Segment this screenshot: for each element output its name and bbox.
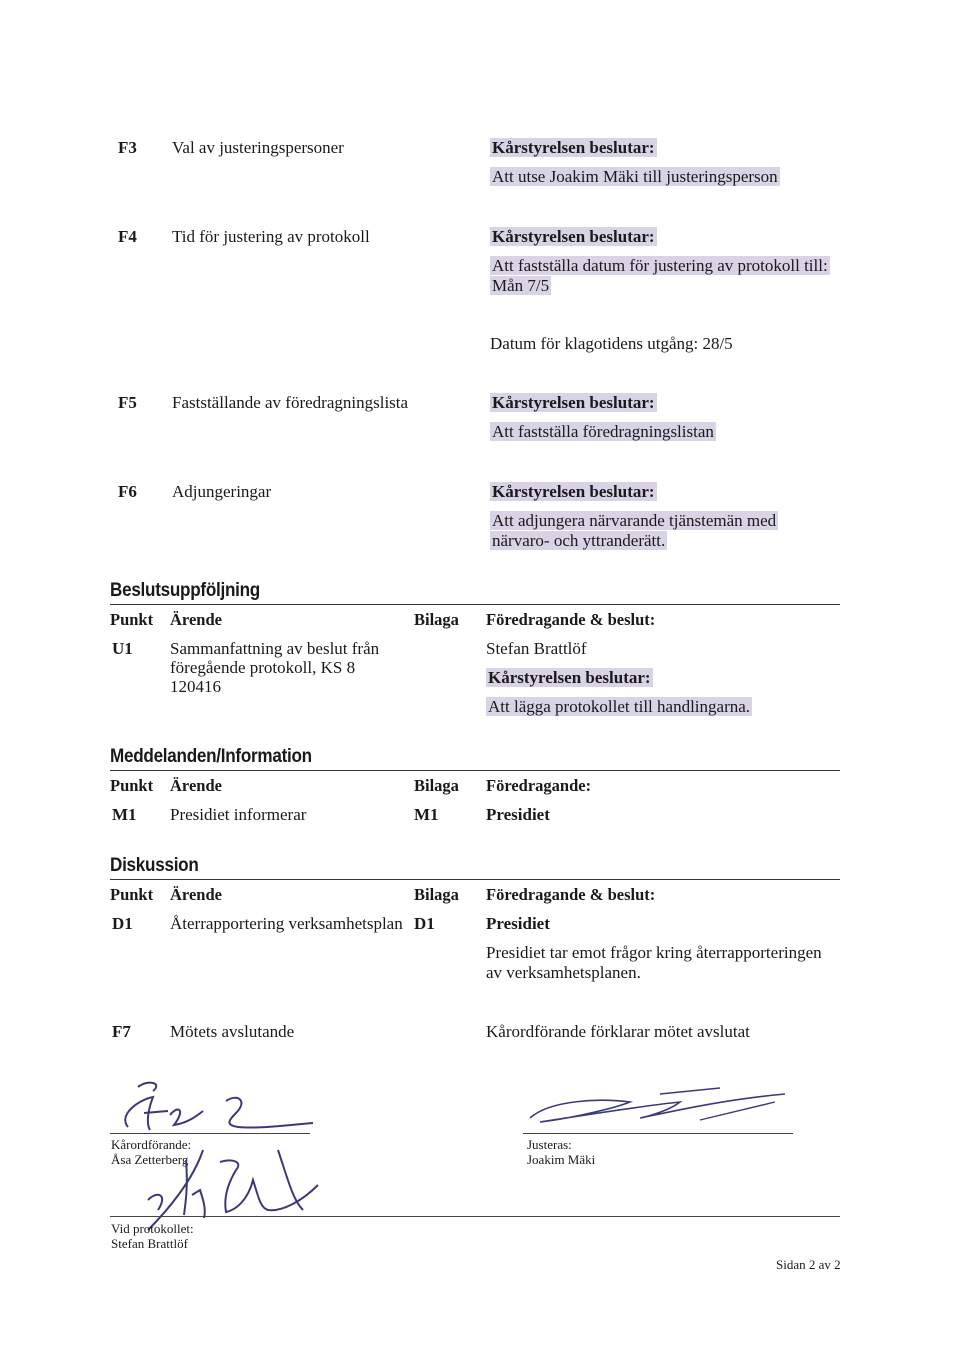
header-foredragande: Föredragande & beslut: — [486, 885, 656, 904]
row-bilaga-m1: M1 — [414, 805, 439, 824]
decision-f3: Att utse Joakim Mäki till justeringsperson — [492, 167, 778, 186]
decision-f5: Att fastställa föredragningslistan — [492, 422, 714, 441]
section-rule-meddelanden — [110, 770, 840, 771]
secretary-role: Vid protokollet: — [111, 1221, 194, 1236]
item-code-f7: F7 — [112, 1022, 131, 1041]
signature-chair — [108, 1075, 328, 1140]
decision-f6-line1: Att adjungera närvarande tjänstemän med — [492, 511, 777, 530]
row-note-d1-line2: av verksamhetsplanen. — [486, 963, 641, 982]
secretary-signature-block — [111, 1221, 194, 1251]
header-foredragande: Föredragande & beslut: — [486, 610, 656, 629]
row-punkt-m1: M1 — [112, 805, 137, 824]
section-rule-beslut — [110, 604, 840, 605]
header-arende: Ärende — [170, 885, 222, 904]
chair-role: Kårordförande: — [111, 1137, 192, 1152]
signature-line-chair — [110, 1133, 310, 1134]
row-arende-m1: Presidiet informerar — [170, 805, 307, 824]
header-bilaga: Bilaga — [414, 610, 459, 629]
header-arende: Ärende — [170, 776, 222, 795]
decision-label-f5: Kårstyrelsen beslutar: — [492, 393, 655, 412]
decision-f4-line1: Att fastställa datum för justering av protokoll till: — [492, 256, 828, 275]
row-presenter-d1: Presidiet — [486, 914, 550, 933]
row-arende-u1 — [170, 639, 379, 696]
section-title-diskussion: Diskussion — [110, 855, 199, 876]
decision-label-u1: Kårstyrelsen beslutar: — [488, 668, 651, 687]
row-arende-u1-line3: 120416 — [170, 677, 221, 696]
decision-label-f3: Kårstyrelsen beslutar: — [492, 138, 655, 157]
signature-line-secretary — [110, 1216, 840, 1217]
row-arende-u1-line1: Sammanfattning av beslut från — [170, 639, 380, 658]
decision-label-f6: Kårstyrelsen beslutar: — [492, 482, 655, 501]
chair-name: Åsa Zetterberg — [111, 1152, 189, 1167]
claim-deadline-note: Datum för klagotidens utgång: 28/5 — [490, 334, 733, 353]
item-title-f3: Val av justeringspersoner — [172, 138, 344, 157]
item-code-f3: F3 — [118, 138, 137, 157]
header-arende: Ärende — [170, 610, 222, 629]
page-number: Sidan 2 av 2 — [776, 1257, 841, 1272]
header-punkt: Punkt — [110, 885, 154, 904]
row-note-d1-line1: Presidiet tar emot frågor kring återrapporteringen — [486, 943, 822, 962]
secretary-name: Stefan Brattlöf — [111, 1236, 188, 1251]
item-title-f6: Adjungeringar — [172, 482, 272, 501]
section-title-meddelanden: Meddelanden/Information — [110, 746, 312, 767]
row-bilaga-d1: D1 — [414, 914, 435, 933]
item-code-f6: F6 — [118, 482, 137, 501]
signature-line-adjuster — [523, 1133, 793, 1134]
row-presenter-u1: Stefan Brattlöf — [486, 639, 587, 658]
header-bilaga: Bilaga — [414, 776, 459, 795]
decision-u1: Att lägga protokollet till handlingarna. — [488, 697, 751, 716]
decision-f6-line2: närvaro- och yttranderätt. — [492, 531, 666, 550]
item-title-f7: Mötets avslutande — [170, 1022, 295, 1041]
item-code-f4: F4 — [118, 227, 137, 246]
row-note-d1 — [486, 943, 822, 983]
adjuster-name: Joakim Mäki — [527, 1152, 596, 1167]
row-arende-d1: Återrapportering verksamhetsplan — [170, 914, 403, 933]
section-title-beslut: Beslutsuppföljning — [110, 580, 260, 601]
adjuster-signature-block — [527, 1137, 595, 1167]
item-title-f4: Tid för justering av protokoll — [172, 227, 370, 246]
header-punkt: Punkt — [110, 776, 154, 795]
closing-text: Kårordförande förklarar mötet avslutat — [486, 1022, 750, 1041]
adjuster-role: Justeras: — [527, 1137, 572, 1152]
row-punkt-d1: D1 — [112, 914, 133, 933]
section-rule-diskussion — [110, 879, 840, 880]
item-code-f5: F5 — [118, 393, 137, 412]
row-presenter-m1: Presidiet — [486, 805, 550, 824]
row-punkt-u1: U1 — [112, 639, 133, 658]
item-title-f5: Fastställande av föredragningslista — [172, 393, 409, 412]
header-bilaga: Bilaga — [414, 885, 459, 904]
signature-adjuster — [520, 1080, 800, 1135]
row-arende-u1-line2: föregående protokoll, KS 8 — [170, 658, 356, 677]
header-punkt: Punkt — [110, 610, 154, 629]
decision-f4-line2: Mån 7/5 — [492, 276, 550, 295]
decision-label-f4: Kårstyrelsen beslutar: — [492, 227, 655, 246]
header-foredragande: Föredragande: — [486, 776, 592, 795]
